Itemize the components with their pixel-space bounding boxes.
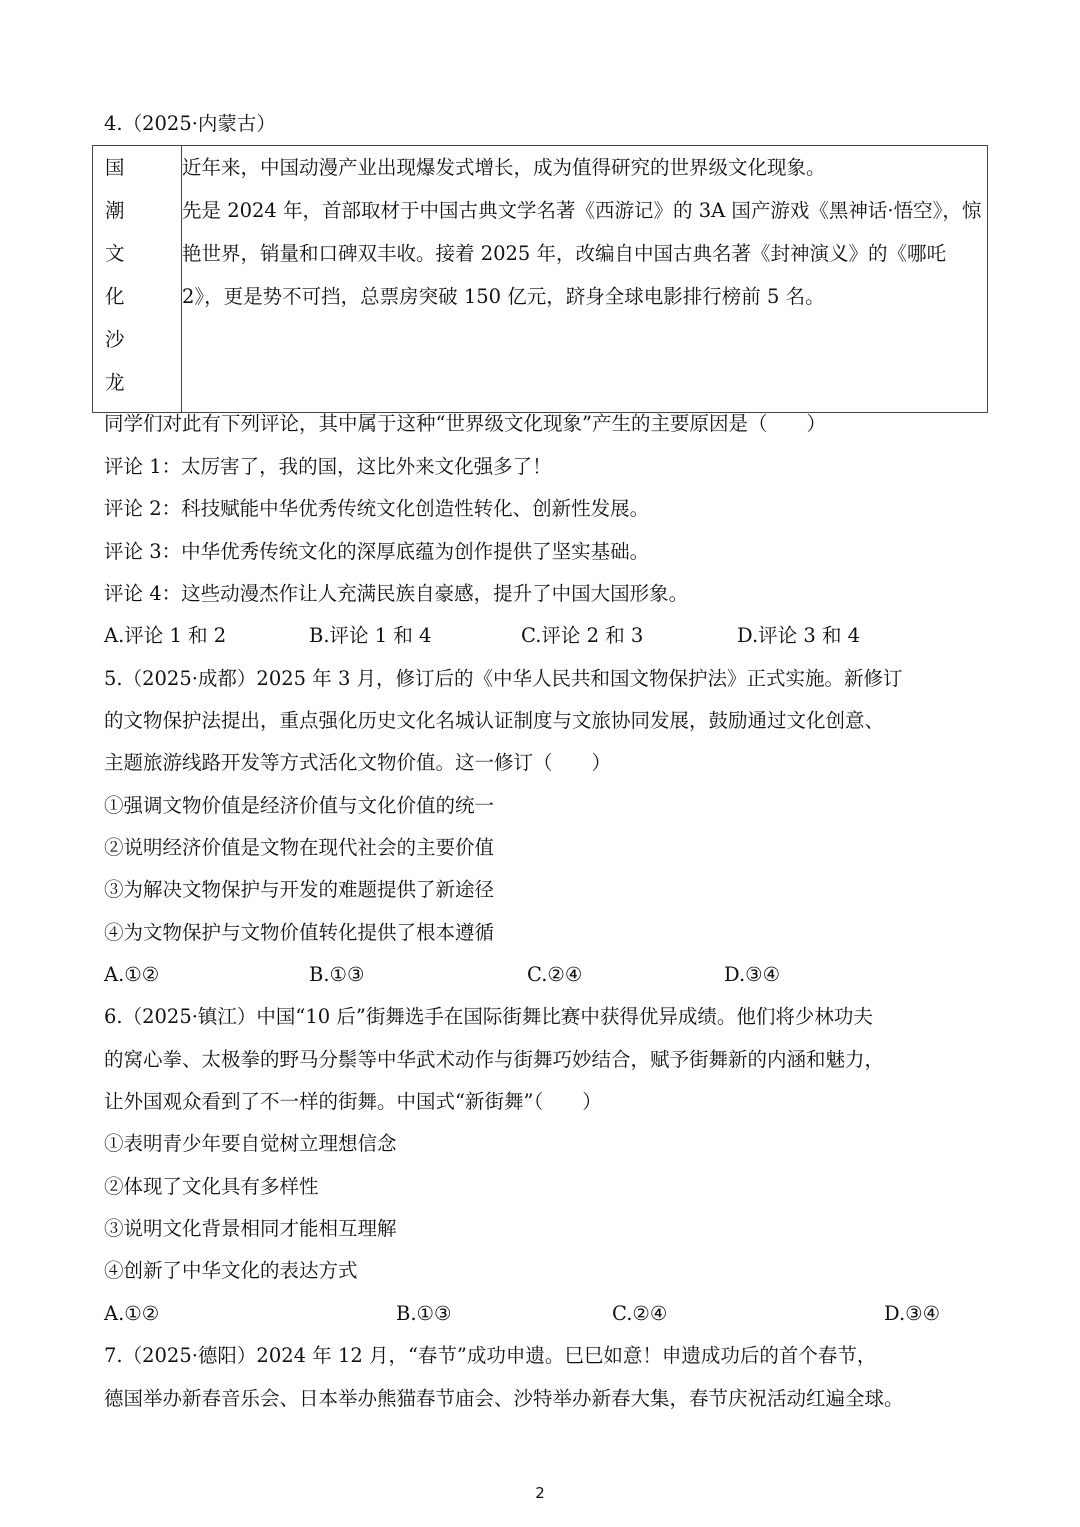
label-char: 沙 <box>105 328 125 351</box>
culture-salon-table <box>92 145 988 413</box>
table-label-cell <box>93 146 182 413</box>
option-d: D.③④ <box>884 1302 941 1325</box>
question-6-stem-line: 的窝心拳、太极拳的野马分鬃等中华武术动作与街舞巧妙结合，赋予街舞新的内涵和魅力， <box>104 1048 885 1071</box>
question-5-stem-line: 5.（2025·成都）2025 年 3 月，修订后的《中华人民共和国文物保护法》正式实施。新修订 <box>104 667 903 690</box>
option-b: B.评论 1 和 4 <box>309 624 432 647</box>
statement-3: ③为解决文物保护与开发的难题提供了新途径 <box>104 878 495 901</box>
option-a: A.评论 1 和 2 <box>104 624 227 647</box>
question-4-stem: 同学们对此有下列评论，其中属于这种“世界级文化现象”产生的主要原因是（ ） <box>104 412 826 435</box>
option-d: D.评论 3 和 4 <box>737 624 861 647</box>
statement-4: ④为文物保护与文物价值转化提供了根本遵循 <box>104 921 495 944</box>
option-c: C.②④ <box>612 1302 668 1325</box>
statement-2: ②说明经济价值是文物在现代社会的主要价值 <box>104 836 495 859</box>
label-char: 国 <box>105 156 125 179</box>
question-5-options <box>104 961 984 989</box>
label-char: 化 <box>105 285 125 308</box>
question-7-stem-line: 德国举办新春音乐会、日本举办熊猫春节庙会、沙特举办新春大集，春节庆祝活动红遍全球。 <box>104 1387 904 1410</box>
comment-4: 评论 4：这些动漫杰作让人充满民族自豪感，提升了中国大国形象。 <box>104 582 689 605</box>
question-5-stem-line: 的文物保护法提出，重点强化历史文化名城认证制度与文旅协同发展，鼓励通过文化创意、 <box>104 709 885 732</box>
question-6-stem-line: 让外国观众看到了不一样的街舞。中国式“新街舞”（ ） <box>104 1090 602 1113</box>
statement-1: ①强调文物价值是经济价值与文化价值的统一 <box>104 794 495 817</box>
option-b: B.①③ <box>396 1302 452 1325</box>
question-4-header: 4.（2025·内蒙古） <box>104 112 276 135</box>
statement-2: ②体现了文化具有多样性 <box>104 1175 319 1198</box>
question-6-options <box>104 1300 984 1328</box>
comment-1: 评论 1：太厉害了，我的国，这比外来文化强多了！ <box>104 455 552 478</box>
option-c: C.评论 2 和 3 <box>521 624 644 647</box>
statement-4: ④创新了中华文化的表达方式 <box>104 1259 358 1282</box>
table-paragraph: 先是 2024 年，首部取材于中国古典文学名著《西游记》的 3A 国产游戏《黑神话·悟空》，惊艳世界，销量和口碑双丰收。接着 2025 年，改编自中国古典名著《封神演义》的《哪吒 2》，更是势不可挡，总票房突破 150 亿元，跻身全球电影排行榜前 5 名。 <box>182 199 982 308</box>
comment-3: 评论 3：中华优秀传统文化的深厚底蕴为创作提供了坚实基础。 <box>104 540 650 563</box>
statement-3: ③说明文化背景相同才能相互理解 <box>104 1217 397 1240</box>
table-paragraph: 近年来，中国动漫产业出现爆发式增长，成为值得研究的世界级文化现象。 <box>182 156 826 179</box>
question-4-options <box>104 622 984 650</box>
option-a: A.①② <box>104 963 160 986</box>
table-content-cell <box>182 146 988 413</box>
statement-1: ①表明青少年要自觉树立理想信念 <box>104 1132 397 1155</box>
label-char: 潮 <box>105 199 125 222</box>
label-char: 文 <box>105 242 125 265</box>
comment-2: 评论 2：科技赋能中华优秀传统文化创造性转化、创新性发展。 <box>104 497 650 520</box>
page-number: 2 <box>535 1484 545 1502</box>
option-b: B.①③ <box>309 963 365 986</box>
question-5-stem-line: 主题旅游线路开发等方式活化文物价值。这一修订（ ） <box>104 751 612 774</box>
option-c: C.②④ <box>527 963 583 986</box>
option-d: D.③④ <box>724 963 781 986</box>
label-char: 龙 <box>105 371 125 394</box>
option-a: A.①② <box>104 1302 160 1325</box>
question-7-stem-line: 7.（2025·德阳）2024 年 12 月，“春节”成功申遗。巳巳如意！申遗成功后的首个春节， <box>104 1344 877 1367</box>
question-6-stem-line: 6.（2025·镇江）中国“10 后”街舞选手在国际街舞比赛中获得优异成绩。他们将少林功夫 <box>104 1005 873 1028</box>
